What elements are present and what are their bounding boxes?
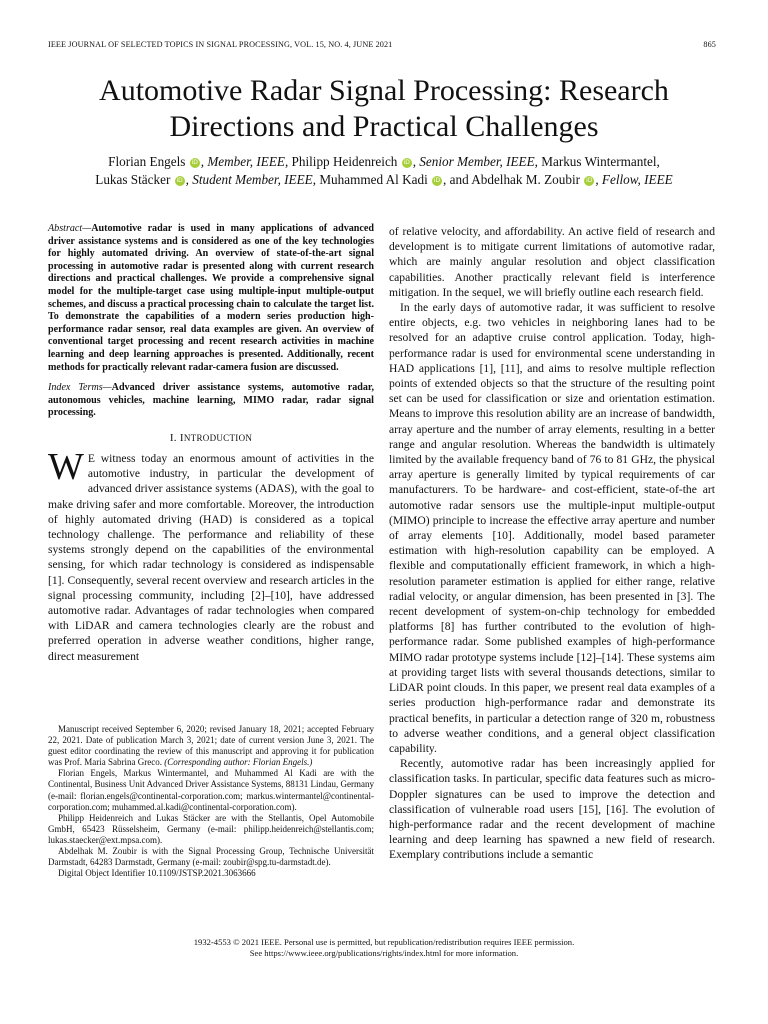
running-head — [48, 40, 716, 49]
abstract — [48, 223, 374, 374]
index-terms-text: Advanced driver assistance systems, automotive radar, autonomous vehicles, machine learning, MIMO radar, radar signal processing. — [48, 382, 374, 419]
orcid-icon[interactable]: iD — [176, 177, 183, 184]
orcid-icon[interactable]: iD — [403, 159, 410, 166]
left-column — [48, 223, 374, 664]
body-paragraph: Recently, automotive radar has been increasingly applied for classification tasks. In particular, specific data features such as micro-Doppler signatures can be used to improve the detection and classification of vulnerable road users [15], [16]. The evolution of high-performance radar and the recent development of machine learning and deep learning has spawned a new field of research. Exemplary contributions include a semantic — [389, 757, 715, 862]
author-name: Florian Engels — [108, 154, 186, 169]
drop-cap: W — [48, 445, 84, 488]
author-name: Lukas Stäcker — [95, 172, 171, 187]
author-name: , and Abdelhak M. Zoubir — [443, 172, 581, 187]
orcid-icon[interactable]: iD — [433, 177, 441, 184]
paper-title: Automotive Radar Signal Processing: Research Directions and Practical Challenges — [99, 74, 669, 143]
author-role: , Fellow, IEEE — [595, 172, 673, 187]
right-column — [389, 224, 715, 863]
index-terms — [48, 382, 374, 420]
footnote-manuscript: Manuscript received September 6, 2020; revised January 18, 2021; accepted February 22, 2021. Date of publication March 3, 2021; date of current version June 3, 2021. The guest editor coordinating the review of this manuscript and approving it for publication was Prof. Maria Sabrina Greco. (Corresponding author: Florian Engels.) — [48, 724, 374, 768]
orcid-icon[interactable]: iD — [586, 177, 593, 184]
author-list — [40, 153, 728, 189]
footnote-doi: Digital Object Identifier 10.1109/JSTSP.2021.3063666 — [58, 868, 256, 879]
author-role: , Student Member, IEEE — [185, 172, 313, 187]
abstract-text: Automotive radar is used in many applications of advanced driver assistance systems and is considered as one of the key technologies for highly automated driving. An overview of state-of-the-art signal processing in automotive radar is presented along with current research directions and practical challenges. We provide a comprehensive signal model for the multiple-target case using multiple-input multiple-output schemes, and discuss a practical processing chain to calculate the target list. To demonstrate the capabilities of a modern series production high-performance radar sensor, real data examples are given. An overview of conventional target processing and recent research activities in machine learning and deep learning approaches is presented. Additionally, recent methods for practically relevant radar-camera fusion are discussed. — [48, 223, 374, 373]
copyright-notice: 1932-4553 © 2021 IEEE. Personal use is permitted, but republication/redistribution requires IEEE permission. — [193, 937, 575, 947]
abstract-label: Abstract— — [48, 223, 92, 234]
author-name: , Philipp Heidenreich — [284, 154, 398, 169]
orcid-icon[interactable]: iD — [191, 159, 198, 166]
footnotes — [48, 724, 374, 879]
page-number: 865 — [703, 40, 716, 49]
journal-name: IEEE JOURNAL OF SELECTED TOPICS IN SIGNAL PROCESSING, VOL. 15, NO. 4, JUNE 2021 — [48, 40, 393, 49]
body-paragraph: of relative velocity, and affordability. An active field of research and development is to mitigate current limitations of automotive radar, which are mainly angular resolution and object classification capabilities. Another practically relevant field is interference mitigation. In the sequel, we will briefly outline each research field. — [389, 225, 715, 299]
body-paragraph: In the early days of automotive radar, it was sufficient to resolve entire objects, e.g. two vehicles in neighboring lanes had to be resolved for an adaptive cruise control application. Today, high-performance radar is used for environmental scene understanding in HAD applications [1], [11], and aims to resolve multiple reflection points of extended objects so that the structure of the resulting point set can be used for classification or size and orientation estimation. Means to improve this resolution ability are an increase of bandwidth, array aperture and the number of array elements, resulting in a better range and angular resolution. Whereas the bandwidth is ultimately limited by the available frequency band of 76 to 81 GHz, the physical array aperture is generally limited by typical requirements of car manufacturers. To be hardware- and cost-efficient, state-of-the art automotive radar sensors use the multiple-input multiple-output (MIMO) principle to increase the effective array aperture and number of array elements [10]. Additionally, model based parameter estimation with high-resolution capability can be employed. A flexible and computationally efficient framework, in which a high-resolution parameter estimation is applied for either range, relative radial velocity, or angular dimension, has been presented in [3]. The recent development of system-on-chip technology for embedded platforms [8] has further contributed to the evolution of high-performance radar. Some published examples of high-performance MIMO radar prototype systems include [12]–[14]. These systems aim at providing target lists with several thousands detections, similar to LiDAR point clouds. In this paper, we present real data examples of a series production high-performance radar and demonstrate its practical benefits, in particular a detection range of 320 m, robustness to adverse weather conditions, and a general object classification capability. — [389, 301, 715, 755]
section-heading: I. INTRODUCTION — [169, 431, 253, 444]
footnote-affiliation: Philipp Heidenreich and Lukas Stäcker are with the Stellantis, Opel Automobile GmbH, 65423 Rüsselsheim, Germany (e-mail: philipp.heidenreich@stellantis.com; lukas.staecker@ext.mpsa.com). — [48, 812, 374, 845]
author-role: , Senior Member, IEEE — [412, 154, 535, 169]
footnote-affiliation: Florian Engels, Markus Wintermantel, and Muhammed Al Kadi are with the Continental, Business Unit Advanced Driver Assistance Systems, 88131 Lindau, Germany (e-mail: florian.engels@continental-corporation.com; markus.wintermantel@continental-corporation.com; muhammed.al.kadi@continental-corporation.com). — [48, 768, 374, 812]
author-name: , Muhammed Al Kadi — [312, 172, 428, 187]
author-name: , Markus Wintermantel, — [534, 154, 660, 169]
index-terms-label: Index Terms— — [48, 382, 112, 394]
rights-link[interactable]: See https://www.ieee.org/publications/rights/index.html for more information. — [249, 948, 519, 958]
author-role: , Member, IEEE — [200, 154, 285, 169]
footnote-affiliation: Abdelhak M. Zoubir is with the Signal Processing Group, Technische Universität Darmstadt, 64283 Darmstadt, Germany (e-mail: zoubir@spg.tu-darmstadt.de). — [48, 846, 374, 868]
intro-text: E witness today an enormous amount of activities in the automotive industry, in particular the development of advanced driver assistance systems (ADAS), with the goal to make driving safer and more comfortable. Moreover, the introduction of highly automated driving (HAD) is considered as a topical technology challenge. The performance and reliability of these systems strongly depend on the capabilities of the environmental sensing, for which radar technology is considered as indispensable [1]. Consequently, several recent overview and research articles in the signal processing community, including [2]–[10], have addressed automotive radar. Advantages of radar technologies when compared with LiDAR and camera technologies clearly are the robust and preferred operation in adverse weather conditions, higher range, direct measurement — [48, 451, 374, 663]
intro-paragraph — [48, 445, 374, 664]
copyright-footer — [40, 937, 728, 959]
